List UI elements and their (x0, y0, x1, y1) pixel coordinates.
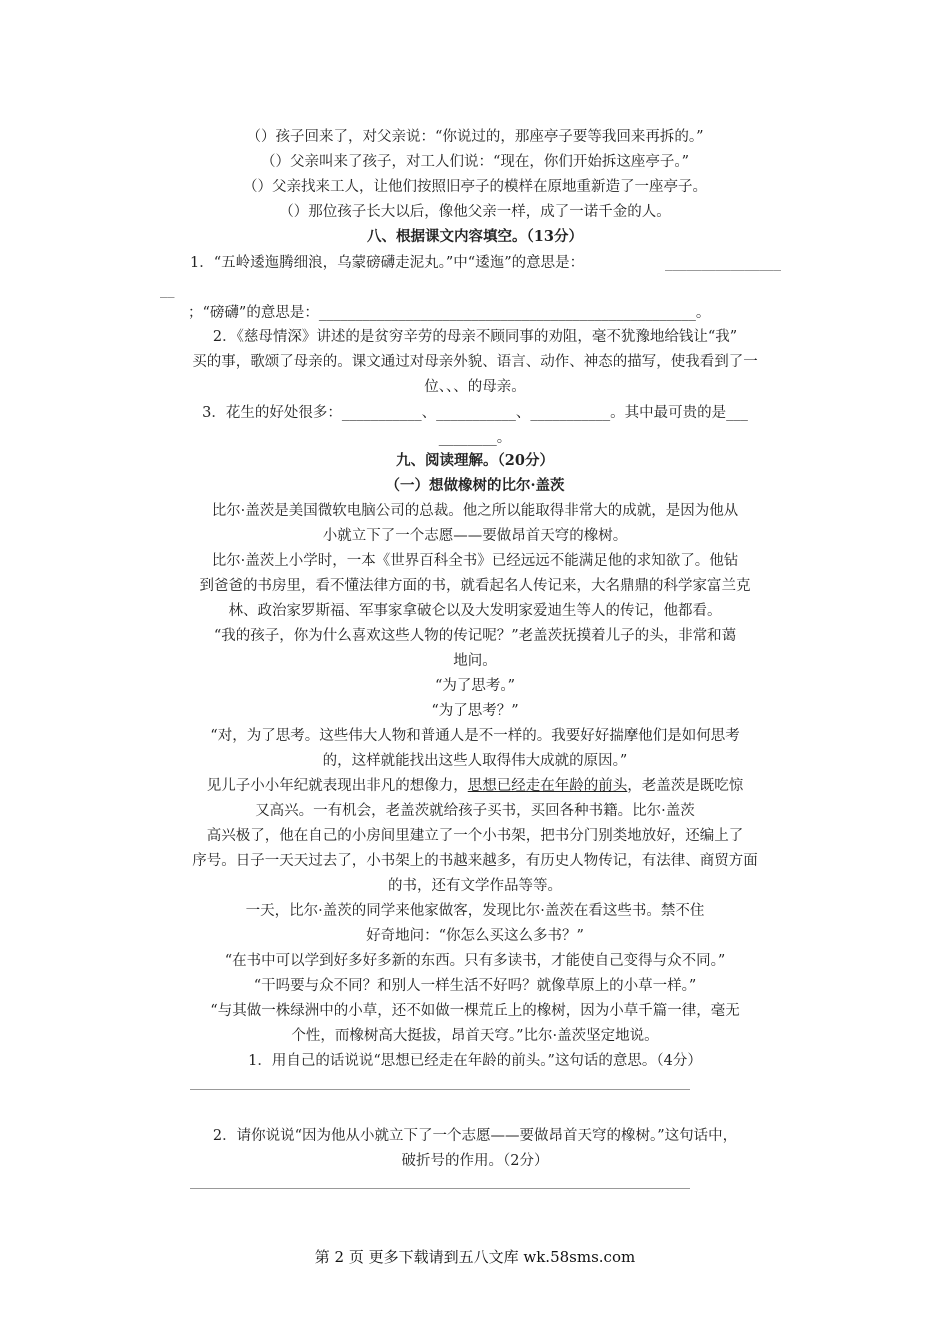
section-9-heading: 九、阅读理解。（20分） (396, 452, 554, 469)
s8-q3-line-2: ________。 (438, 430, 512, 446)
para-11-line-2: 个性，而橡树高大挺拔，昂首天穹。”比尔·盖茨坚定地说。 (291, 1028, 659, 1044)
order-item-2: （）父亲叫来了孩子，对工人们说：“现在，你们开始拆这座亭子。” (260, 154, 690, 170)
para-11-line-1: “与其做一株绿洲中的小草，还不如做一棵荒丘上的橡树，因为小草千篇一律，毫无 (210, 1003, 740, 1019)
s8-q1-blank: ________________ (665, 255, 781, 271)
para-1-line-1: 比尔·盖茨是美国微软电脑公司的总裁。他之所以能取得非常大的成就，是因为他从 (211, 503, 739, 519)
page-footer: 第 2 页 更多下载请到五八文库 wk.58sms.com (314, 1248, 636, 1266)
question-2-line-1: 2．请你说说“因为他从小就立下了一个志愿——要做昂首天穹的橡树。”这句话中， (212, 1128, 738, 1144)
para-3-line-2: 地问。 (453, 653, 497, 669)
para-8-line-2: 好奇地问：“你怎么买这么多书？” (366, 928, 584, 944)
para-7-line-5: 的书，还有文学作品等等。 (388, 878, 562, 894)
s8-q2-line-1: 2．《慈母情深》讲述的是贫穷辛劳的母亲不顾同事的劝阻，毫不犹豫地给钱让“我” (212, 329, 738, 345)
para-7-text-b: ，老盖茨是既吃惊 (627, 778, 744, 794)
para-1-line-2: 小就立下了一个志愿——要做昂首天穹的橡树。 (322, 528, 628, 544)
para-7-line-2: 又高兴。一有机会，老盖茨就给孩子买书，买回各种书籍。比尔·盖茨 (255, 803, 695, 819)
s8-q1-text-2: ；“磅礴”的意思是：____________________________________________________。 (188, 305, 711, 321)
order-item-3: （）父亲找来工人，让他们按照旧亭子的模样在原地重新造了一座亭子。 (243, 179, 707, 195)
para-8-line-1: 一天，比尔·盖茨的同学来他家做客，发现比尔·盖茨在看这些书。禁不住 (245, 903, 705, 919)
question-2-line-2: 破折号的作用。（2分） (401, 1153, 549, 1169)
para-3-line-1: “我的孩子，你为什么喜欢这些人物的传记呢？”老盖茨抚摸着儿子的头，非常和蔼 (213, 628, 737, 644)
para-7-line-4: 序号。日子一天天过去了，小书架上的书越来越多，有历史人物传记，有法律、商贸方面 (192, 853, 758, 869)
order-item-4: （）那位孩子长大以后，像他父亲一样，成了一诺千金的人。 (279, 204, 671, 220)
para-7-text-a: 见儿子小小年纪就表现出非凡的想像力， (206, 778, 468, 794)
answer-line-2 (190, 1188, 690, 1189)
question-1: 1．用自己的话说说“思想已经走在年龄的前头。”这句话的意思。（4分） (248, 1053, 702, 1069)
article-title: （一）想做橡树的比尔·盖茨 (385, 477, 565, 494)
para-6-line-1: “对，为了思考。这些伟大人物和普通人是不一样的。我要好好揣摩他们是如何思考 (210, 728, 740, 744)
para-10: “干吗要与众不同？和别人一样生活不好吗？就像草原上的小草一样。” (253, 978, 697, 994)
para-2-line-3: 林、政治家罗斯福、军事家拿破仑以及大发明家爱迪生等人的传记，他都看。 (228, 603, 722, 619)
s8-q1-text: 1．“五岭逶迤腾细浪，乌蒙磅礴走泥丸。”中“逶迤”的意思是： (190, 255, 585, 271)
para-9: “在书中可以学到好多好多新的东西。只有多读书，才能使自己变得与众不同。” (224, 953, 726, 969)
para-6-line-2: 的，这样就能找出这些人取得伟大成就的原因。” (322, 753, 628, 769)
s8-q1-blank-cont: __ (160, 282, 175, 298)
s8-q3-line-1: 3．花生的好处很多：___________、___________、___________。其中最可贵的是___ (202, 405, 748, 421)
para-2-line-2: 到爸爸的书房里，看不懂法律方面的书，就看起名人传记来，大名鼎鼎的科学家富兰克 (199, 578, 751, 594)
para-4: “为了思考。” (434, 678, 516, 694)
order-item-1: （）孩子回来了，对父亲说：“你说过的，那座亭子要等我回来再拆的。” (246, 129, 704, 145)
section-8-heading: 八、根据课文内容填空。（13分） (367, 228, 583, 245)
answer-line-1 (190, 1089, 690, 1090)
s8-q2-line-2: 买的事，歌颂了母亲的。课文通过对母亲外貌、语言、动作、神态的描写，使我看到了一 (192, 354, 758, 370)
s8-q2-line-3: 位、、、的母亲。 (424, 379, 526, 395)
underlined-phrase: 思想已经走在年龄的前头 (467, 778, 628, 794)
para-7-line-1 (160, 776, 790, 796)
para-7-line-3: 高兴极了，他在自己的小房间里建立了一个小书架，把书分门别类地放好，还编上了 (206, 828, 744, 844)
para-2-line-1: 比尔·盖茨上小学时，一本《世界百科全书》已经远远不能满足他的求知欲了。他钻 (211, 553, 739, 569)
para-5: “为了思考？” (431, 703, 519, 719)
